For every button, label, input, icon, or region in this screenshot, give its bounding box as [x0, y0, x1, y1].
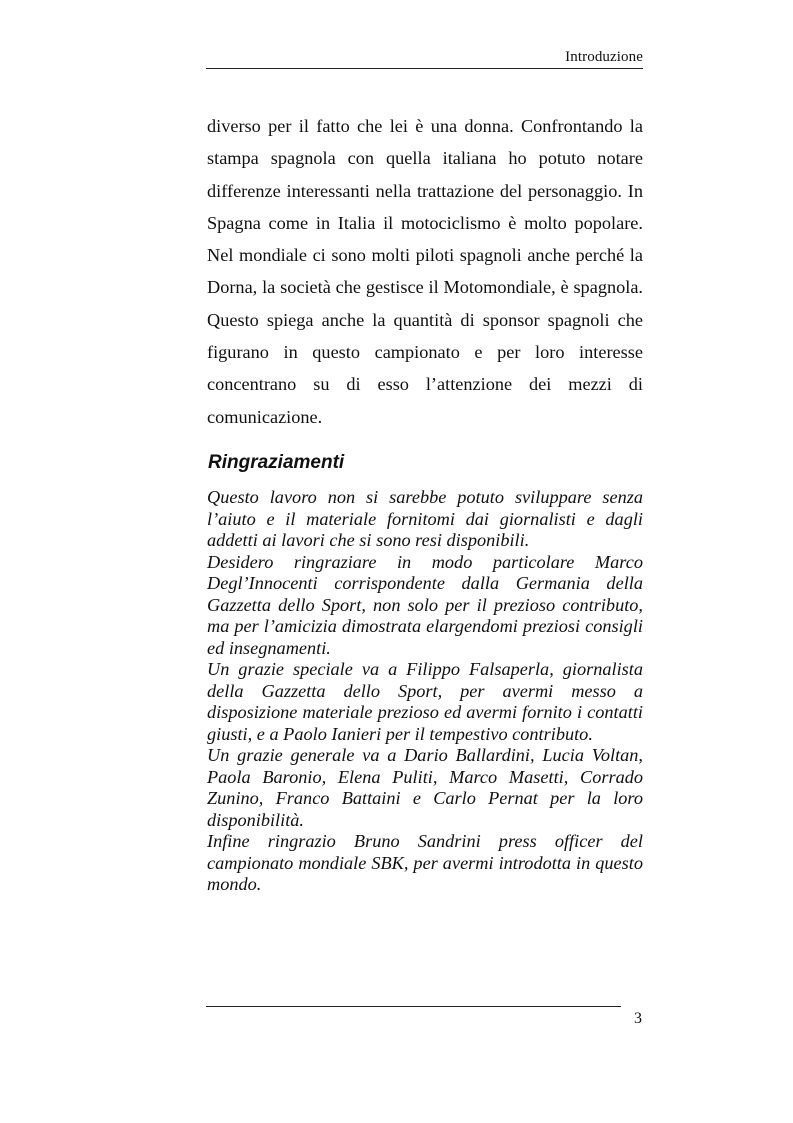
- ack-paragraph-filippo: Un grazie speciale va a Filippo Falsaperla, giornalista della Gazzetta dello Sport, per avermi messo a disposizione materiale prezioso ed avermi fornito i contatti giusti, e a Paolo Ianieri per il tempestivo contributo.: [207, 659, 643, 744]
- section-heading-ringraziamenti: Ringraziamenti: [208, 452, 345, 473]
- body-paragraph: diverso per il fatto che lei è una donna. Confrontando la stampa spagnola con quella italiana ho potuto notare differenze interessanti nella trattazione del personaggio. In Spagna come in Italia il motociclismo è molto popolare. Nel mondiale ci sono molti piloti spagnoli anche perché la Dorna, la società che gestisce il Motomondiale, è spagnola. Questo spiega anche la quantità di sponsor spagnoli che figurano in questo campionato e per loro interesse concentrano su di esso l’attenzione dei mezzi di comunicazione.: [207, 116, 643, 427]
- acknowledgements-section: [207, 487, 643, 896]
- ack-paragraph-marco: Desidero ringraziare in modo particolare Marco Degl’Innocenti corrispondente dalla Germania della Gazzetta dello Sport, non solo per il prezioso contributo, ma per l’amicizia dimostrata elargendomi preziosi consigli ed insegnamenti.: [207, 551, 643, 658]
- ack-paragraph-intro: Questo lavoro non si sarebbe potuto sviluppare senza l’aiuto e il materiale fornitomi dai giornalisti e dagli addetti ai lavori che si sono resi disponibili.: [207, 487, 643, 550]
- ack-paragraph-general: Un grazie generale va a Dario Ballardini, Lucia Voltan, Paola Baronio, Elena Puliti, Marco Masetti, Corrado Zunino, Franco Battaini e Carlo Pernat per la loro disponibilità.: [207, 745, 643, 830]
- header-rule: [206, 68, 643, 69]
- ack-paragraph-bruno: Infine ringrazio Bruno Sandrini press officer del campionato mondiale SBK, per avermi introdotta in questo mondo.: [207, 831, 643, 894]
- running-header-title: Introduzione: [565, 49, 643, 65]
- page-number: 3: [634, 1010, 642, 1027]
- footer-rule: [206, 1006, 621, 1007]
